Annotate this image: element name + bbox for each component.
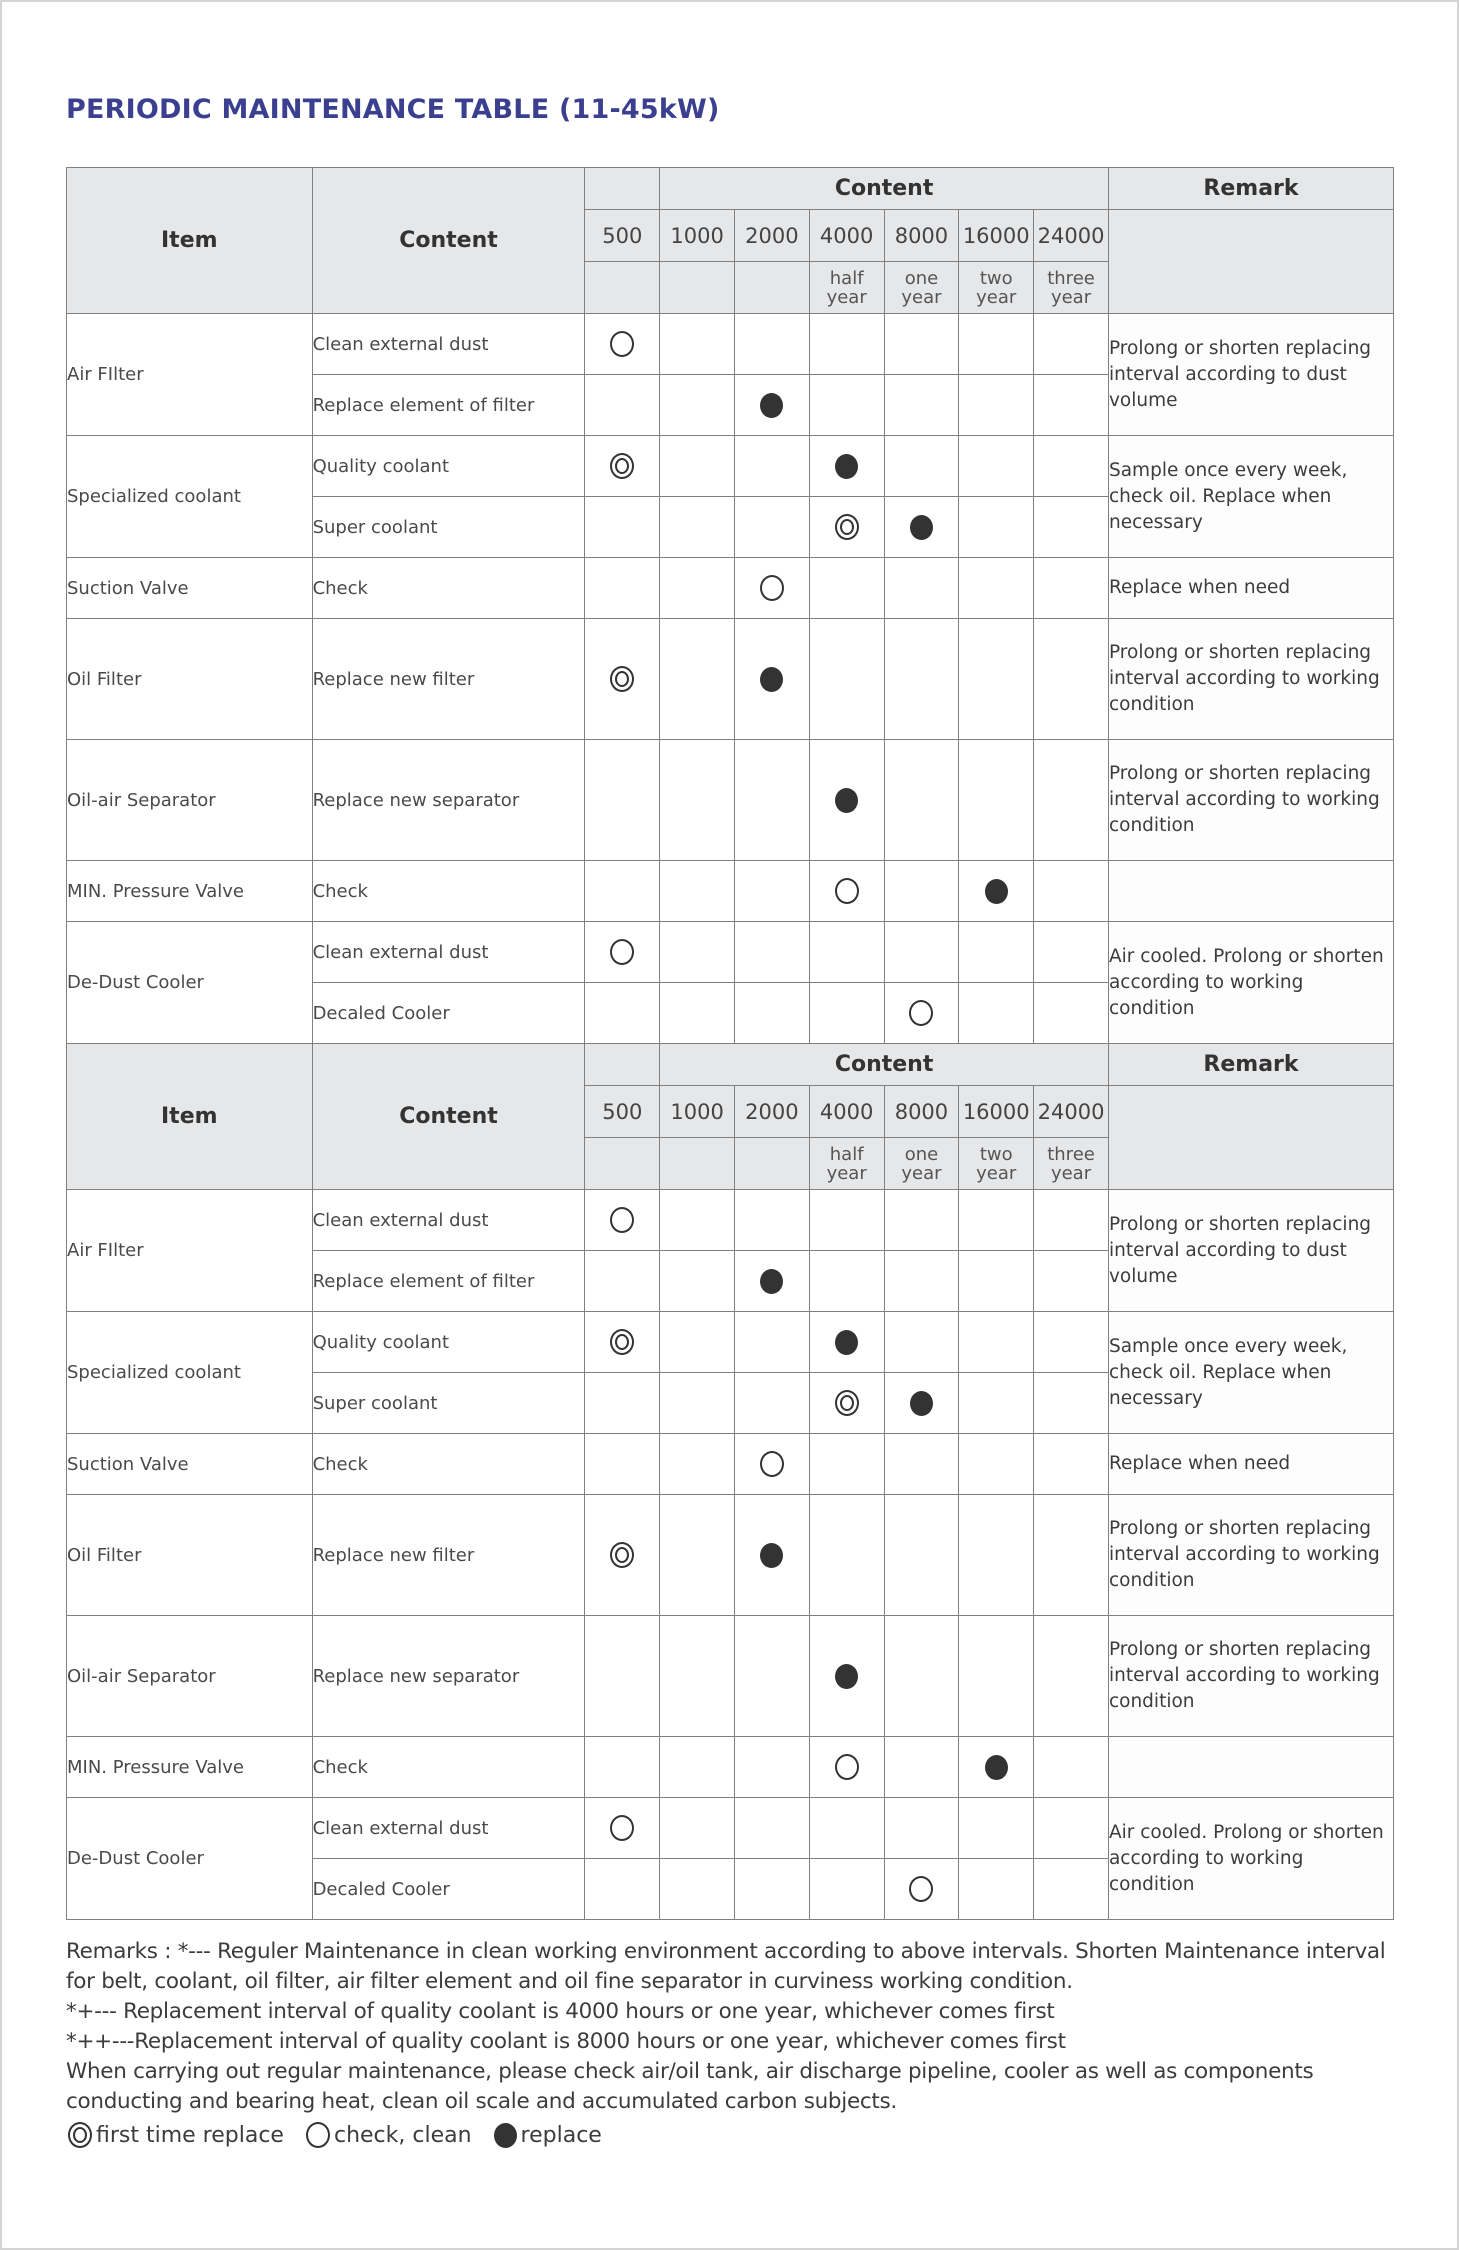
header-interval-group: Content	[660, 168, 1109, 210]
interval-cell	[809, 619, 884, 740]
interval-cell	[734, 1737, 809, 1798]
table-row	[67, 1190, 1394, 1251]
double-circle-icon	[610, 666, 634, 692]
open-circle-icon	[835, 1754, 859, 1780]
interval-cell	[734, 740, 809, 861]
interval-cell	[585, 1737, 660, 1798]
content-cell: Decaled Cooler	[312, 983, 585, 1044]
header-hours: 4000	[809, 1086, 884, 1138]
interval-cell	[660, 1373, 735, 1434]
content-cell: Decaled Cooler	[312, 1859, 585, 1920]
content-cell: Quality coolant	[312, 1312, 585, 1373]
header-period: one year	[884, 1138, 959, 1190]
header-hours: 8000	[884, 210, 959, 262]
interval-cell	[585, 983, 660, 1044]
interval-cell	[660, 922, 735, 983]
remark-cell: Air cooled. Prolong or shorten according to working condition	[1108, 922, 1393, 1044]
filled-circle-icon	[835, 1330, 858, 1355]
interval-cell	[959, 983, 1034, 1044]
interval-cell	[660, 861, 735, 922]
interval-cell	[884, 619, 959, 740]
header-hours: 4000	[809, 210, 884, 262]
symbol-legend	[68, 2122, 624, 2148]
item-name: Suction Valve	[67, 558, 313, 619]
table-row	[67, 314, 1394, 375]
interval-cell	[734, 1251, 809, 1312]
header-period	[734, 262, 809, 314]
content-cell: Replace new filter	[312, 1495, 585, 1616]
header-remark-blank	[1108, 1086, 1393, 1190]
item-name: Oil-air Separator	[67, 1616, 313, 1737]
interval-cell	[959, 1859, 1034, 1920]
interval-cell	[809, 922, 884, 983]
interval-cell	[959, 1251, 1034, 1312]
interval-cell	[809, 1798, 884, 1859]
interval-cell	[959, 375, 1034, 436]
note-line: *++---Replacement interval of quality coolant is 8000 hours or one year, whichever comes first	[66, 2029, 1066, 2054]
interval-cell	[585, 1859, 660, 1920]
open-circle-icon	[909, 1876, 933, 1902]
header-period	[660, 1138, 735, 1190]
interval-cell	[585, 861, 660, 922]
interval-cell	[809, 436, 884, 497]
interval-cell	[884, 1434, 959, 1495]
interval-cell	[884, 1495, 959, 1616]
interval-cell	[884, 861, 959, 922]
page-title: PERIODIC MAINTENANCE TABLE (11-45kW)	[66, 94, 720, 125]
header-blank	[585, 168, 660, 210]
interval-cell	[809, 1251, 884, 1312]
content-cell: Check	[312, 861, 585, 922]
interval-cell	[585, 740, 660, 861]
interval-cell	[809, 1190, 884, 1251]
remark-cell: Prolong or shorten replacing interval according to working condition	[1108, 740, 1393, 861]
interval-cell	[1034, 1616, 1109, 1737]
item-name: Oil Filter	[67, 1495, 313, 1616]
interval-cell	[809, 1737, 884, 1798]
header-hours: 24000	[1034, 1086, 1109, 1138]
interval-cell	[660, 983, 735, 1044]
interval-cell	[959, 436, 1034, 497]
header-blank	[585, 1044, 660, 1086]
remark-cell: Replace when need	[1108, 1434, 1393, 1495]
interval-cell	[660, 740, 735, 861]
interval-cell	[660, 1190, 735, 1251]
filled-circle-icon	[910, 515, 933, 540]
interval-cell	[1034, 1495, 1109, 1616]
interval-cell	[660, 558, 735, 619]
item-name: De-Dust Cooler	[67, 922, 313, 1044]
table-row	[67, 436, 1394, 497]
remark-cell: Prolong or shorten replacing interval according to dust volume	[1108, 314, 1393, 436]
interval-cell	[734, 1190, 809, 1251]
table-row	[67, 619, 1394, 740]
header-row	[67, 168, 1394, 210]
interval-cell	[660, 1495, 735, 1616]
table-row	[67, 1434, 1394, 1495]
interval-cell	[660, 1251, 735, 1312]
filled-circle-icon	[985, 879, 1008, 904]
interval-cell	[734, 922, 809, 983]
content-cell: Quality coolant	[312, 436, 585, 497]
open-circle-icon	[610, 331, 634, 357]
header-hours: 2000	[734, 1086, 809, 1138]
filled-circle-icon	[835, 1664, 858, 1689]
interval-cell	[585, 1373, 660, 1434]
interval-cell	[884, 375, 959, 436]
header-hours: 1000	[660, 1086, 735, 1138]
interval-cell	[959, 314, 1034, 375]
interval-cell	[809, 1495, 884, 1616]
interval-cell	[585, 922, 660, 983]
legend-label: first time replace	[96, 2122, 284, 2148]
header-item: Item	[67, 1044, 313, 1190]
interval-cell	[884, 558, 959, 619]
interval-cell	[884, 1312, 959, 1373]
content-cell: Clean external dust	[312, 1190, 585, 1251]
filled-circle-icon	[835, 788, 858, 813]
interval-cell	[734, 1495, 809, 1616]
interval-cell	[585, 436, 660, 497]
interval-cell	[884, 1190, 959, 1251]
interval-cell	[959, 922, 1034, 983]
table-row	[67, 740, 1394, 861]
header-period: three year	[1034, 1138, 1109, 1190]
interval-cell	[809, 375, 884, 436]
interval-cell	[1034, 1737, 1109, 1798]
double-circle-icon	[835, 1390, 859, 1416]
open-circle-icon	[306, 2122, 330, 2148]
interval-cell	[959, 1737, 1034, 1798]
interval-cell	[585, 1616, 660, 1737]
legend-label: replace	[520, 2122, 602, 2148]
interval-cell	[660, 375, 735, 436]
header-period: two year	[959, 1138, 1034, 1190]
interval-cell	[884, 497, 959, 558]
item-name: Oil Filter	[67, 619, 313, 740]
interval-cell	[1034, 1798, 1109, 1859]
header-hours: 2000	[734, 210, 809, 262]
item-name: Air FIlter	[67, 1190, 313, 1312]
table-row	[67, 1798, 1394, 1859]
open-circle-icon	[835, 878, 859, 904]
header-remark: Remark	[1108, 1044, 1393, 1086]
interval-cell	[809, 1616, 884, 1737]
interval-cell	[809, 1434, 884, 1495]
interval-cell	[884, 1616, 959, 1737]
interval-cell	[585, 375, 660, 436]
header-hours: 24000	[1034, 210, 1109, 262]
header-period: two year	[959, 262, 1034, 314]
interval-cell	[734, 375, 809, 436]
interval-cell	[1034, 1859, 1109, 1920]
legend-entry-first-time-replace	[68, 2122, 284, 2148]
interval-cell	[1034, 558, 1109, 619]
interval-cell	[660, 1616, 735, 1737]
content-cell: Clean external dust	[312, 1798, 585, 1859]
item-name: MIN. Pressure Valve	[67, 861, 313, 922]
interval-cell	[1034, 497, 1109, 558]
filled-circle-icon	[760, 667, 783, 692]
interval-cell	[884, 740, 959, 861]
interval-cell	[959, 1495, 1034, 1616]
header-content: Content	[312, 1044, 585, 1190]
header-hours: 16000	[959, 210, 1034, 262]
remark-cell: Prolong or shorten replacing interval according to dust volume	[1108, 1190, 1393, 1312]
interval-cell	[1034, 1251, 1109, 1312]
double-circle-icon	[610, 1329, 634, 1355]
interval-cell	[959, 861, 1034, 922]
filled-circle-icon	[760, 393, 783, 418]
double-circle-icon	[610, 1542, 634, 1568]
header-hours: 500	[585, 1086, 660, 1138]
interval-cell	[660, 1798, 735, 1859]
item-name: Oil-air Separator	[67, 740, 313, 861]
content-cell: Replace new filter	[312, 619, 585, 740]
interval-cell	[734, 558, 809, 619]
item-name: MIN. Pressure Valve	[67, 1737, 313, 1798]
note-line: Remarks : *--- Reguler Maintenance in clean working environment according to above intervals. Shorten Maintenance interval for belt, coolant, oil filter, air filter element and oil fine separator in curviness working condition.	[66, 1939, 1386, 1994]
content-cell: Check	[312, 1434, 585, 1495]
interval-cell	[734, 1859, 809, 1920]
interval-cell	[809, 1859, 884, 1920]
remark-cell: Prolong or shorten replacing interval according to working condition	[1108, 619, 1393, 740]
filled-circle-icon	[760, 1269, 783, 1294]
remark-cell: Prolong or shorten replacing interval according to working condition	[1108, 1495, 1393, 1616]
open-circle-icon	[760, 575, 784, 601]
interval-cell	[585, 1251, 660, 1312]
content-cell: Replace element of filter	[312, 375, 585, 436]
interval-cell	[660, 1434, 735, 1495]
interval-cell	[884, 1373, 959, 1434]
interval-cell	[585, 619, 660, 740]
interval-cell	[734, 983, 809, 1044]
open-circle-icon	[610, 1815, 634, 1841]
interval-cell	[1034, 1190, 1109, 1251]
item-name: Air FIlter	[67, 314, 313, 436]
remark-cell	[1108, 1737, 1393, 1798]
interval-cell	[1034, 619, 1109, 740]
interval-cell	[809, 497, 884, 558]
interval-cell	[734, 1312, 809, 1373]
header-period: half year	[809, 1138, 884, 1190]
interval-cell	[1034, 740, 1109, 861]
interval-cell	[734, 314, 809, 375]
header-content: Content	[312, 168, 585, 314]
item-name: Suction Valve	[67, 1434, 313, 1495]
header-period	[585, 1138, 660, 1190]
interval-cell	[585, 1312, 660, 1373]
content-cell: Check	[312, 1737, 585, 1798]
item-name: Specialized coolant	[67, 436, 313, 558]
interval-cell	[884, 1737, 959, 1798]
interval-cell	[959, 1434, 1034, 1495]
interval-cell	[959, 1798, 1034, 1859]
interval-cell	[585, 497, 660, 558]
content-cell: Super coolant	[312, 497, 585, 558]
header-row	[67, 1044, 1394, 1086]
double-circle-icon	[68, 2122, 92, 2148]
interval-cell	[660, 1859, 735, 1920]
interval-cell	[884, 1798, 959, 1859]
interval-cell	[959, 1616, 1034, 1737]
content-cell: Super coolant	[312, 1373, 585, 1434]
header-period: half year	[809, 262, 884, 314]
interval-cell	[959, 1373, 1034, 1434]
legend-entry-check-clean	[306, 2122, 472, 2148]
interval-cell	[660, 497, 735, 558]
remark-cell: Air cooled. Prolong or shorten according to working condition	[1108, 1798, 1393, 1920]
interval-cell	[734, 436, 809, 497]
open-circle-icon	[610, 1207, 634, 1233]
open-circle-icon	[610, 939, 634, 965]
interval-cell	[1034, 983, 1109, 1044]
legend-label: check, clean	[333, 2122, 472, 2148]
interval-cell	[809, 1373, 884, 1434]
table-row	[67, 922, 1394, 983]
note-line: When carrying out regular maintenance, please check air/oil tank, air discharge pipeline, cooler as well as components conducting and bearing heat, clean oil scale and accumulated carbon subjects.	[66, 2059, 1314, 2114]
remark-cell: Sample once every week, check oil. Replace when necessary	[1108, 1312, 1393, 1434]
interval-cell	[585, 558, 660, 619]
interval-cell	[660, 436, 735, 497]
interval-cell	[959, 619, 1034, 740]
table-row	[67, 1616, 1394, 1737]
interval-cell	[809, 740, 884, 861]
header-hours: 8000	[884, 1086, 959, 1138]
header-period: three year	[1034, 262, 1109, 314]
open-circle-icon	[760, 1451, 784, 1477]
remark-cell: Sample once every week, check oil. Replace when necessary	[1108, 436, 1393, 558]
interval-cell	[1034, 861, 1109, 922]
interval-cell	[585, 1495, 660, 1616]
item-name: Specialized coolant	[67, 1312, 313, 1434]
interval-cell	[1034, 375, 1109, 436]
header-interval-group: Content	[660, 1044, 1109, 1086]
interval-cell	[959, 558, 1034, 619]
header-item: Item	[67, 168, 313, 314]
interval-cell	[1034, 922, 1109, 983]
remarks-notes	[66, 1937, 1406, 2117]
interval-cell	[809, 983, 884, 1044]
table-row	[67, 1737, 1394, 1798]
interval-cell	[1034, 314, 1109, 375]
interval-cell	[734, 619, 809, 740]
header-hours: 500	[585, 210, 660, 262]
interval-cell	[809, 558, 884, 619]
interval-cell	[809, 314, 884, 375]
header-period	[734, 1138, 809, 1190]
interval-cell	[585, 1434, 660, 1495]
interval-cell	[734, 1373, 809, 1434]
filled-circle-icon	[985, 1755, 1008, 1780]
content-cell: Replace element of filter	[312, 1251, 585, 1312]
interval-cell	[1034, 1373, 1109, 1434]
interval-cell	[585, 1190, 660, 1251]
interval-cell	[585, 1798, 660, 1859]
interval-cell	[959, 1312, 1034, 1373]
remark-cell	[1108, 861, 1393, 922]
table-row	[67, 558, 1394, 619]
header-remark: Remark	[1108, 168, 1393, 210]
interval-cell	[734, 1616, 809, 1737]
remark-cell: Prolong or shorten replacing interval according to working condition	[1108, 1616, 1393, 1737]
interval-cell	[959, 740, 1034, 861]
legend-entry-replace	[494, 2123, 602, 2148]
content-cell: Clean external dust	[312, 922, 585, 983]
table-row	[67, 861, 1394, 922]
interval-cell	[959, 1190, 1034, 1251]
interval-cell	[734, 1434, 809, 1495]
header-hours: 1000	[660, 210, 735, 262]
interval-cell	[884, 1859, 959, 1920]
interval-cell	[734, 861, 809, 922]
header-period	[585, 262, 660, 314]
note-line: *+--- Replacement interval of quality coolant is 4000 hours or one year, whichever comes first	[66, 1999, 1055, 2024]
interval-cell	[884, 983, 959, 1044]
interval-cell	[884, 314, 959, 375]
interval-cell	[660, 619, 735, 740]
interval-cell	[660, 1737, 735, 1798]
filled-circle-icon	[494, 2123, 517, 2148]
interval-cell	[809, 1312, 884, 1373]
open-circle-icon	[909, 1000, 933, 1026]
filled-circle-icon	[760, 1543, 783, 1568]
header-hours: 16000	[959, 1086, 1034, 1138]
header-period: one year	[884, 262, 959, 314]
interval-cell	[1034, 436, 1109, 497]
maintenance-table	[66, 1043, 1394, 1920]
table-row	[67, 1495, 1394, 1616]
interval-cell	[1034, 1434, 1109, 1495]
maintenance-table	[66, 167, 1394, 1044]
interval-cell	[1034, 1312, 1109, 1373]
double-circle-icon	[610, 453, 634, 479]
filled-circle-icon	[910, 1391, 933, 1416]
interval-cell	[809, 861, 884, 922]
table-row	[67, 1312, 1394, 1373]
double-circle-icon	[835, 514, 859, 540]
content-cell: Check	[312, 558, 585, 619]
header-remark-blank	[1108, 210, 1393, 314]
remark-cell: Replace when need	[1108, 558, 1393, 619]
interval-cell	[884, 436, 959, 497]
header-period	[660, 262, 735, 314]
interval-cell	[959, 497, 1034, 558]
filled-circle-icon	[835, 454, 858, 479]
interval-cell	[734, 497, 809, 558]
interval-cell	[660, 1312, 735, 1373]
interval-cell	[884, 922, 959, 983]
interval-cell	[884, 1251, 959, 1312]
interval-cell	[734, 1798, 809, 1859]
interval-cell	[660, 314, 735, 375]
interval-cell	[585, 314, 660, 375]
content-cell: Clean external dust	[312, 314, 585, 375]
content-cell: Replace new separator	[312, 740, 585, 861]
item-name: De-Dust Cooler	[67, 1798, 313, 1920]
content-cell: Replace new separator	[312, 1616, 585, 1737]
